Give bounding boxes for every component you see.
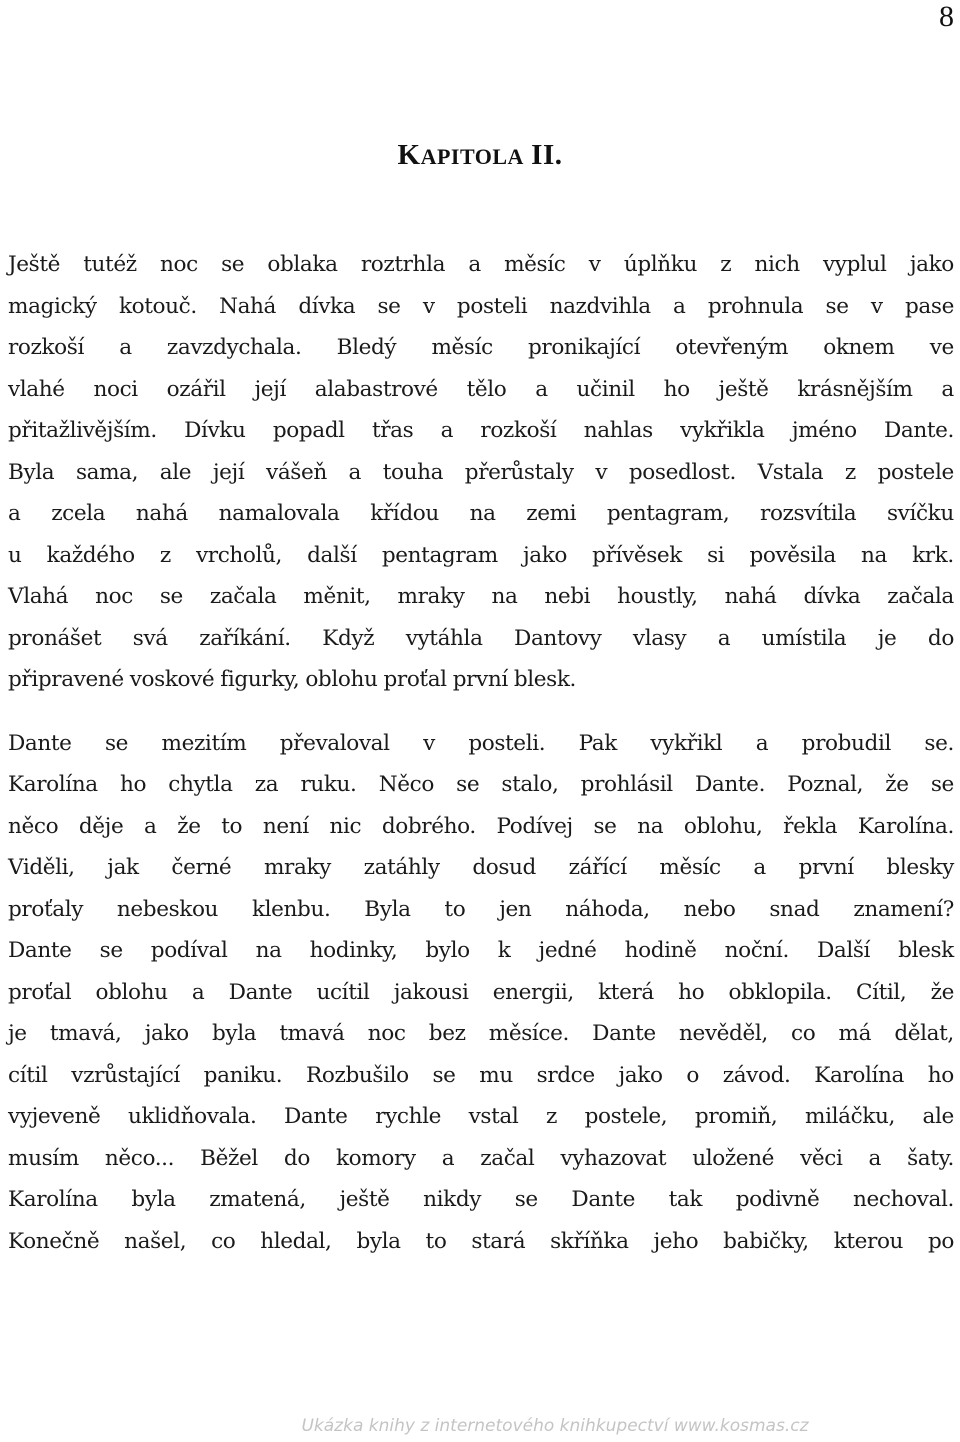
chapter-title-smallcaps: APITOLA xyxy=(420,144,524,169)
text-line: vyjeveně uklidňovala. Dante rychle vstal z postele, promiň, miláčku, ale xyxy=(8,1104,954,1129)
text-line: něco děje a že to není nic dobrého. Podívej se na oblohu, řekla Karolína. xyxy=(8,813,954,839)
chapter-title-number: II. xyxy=(531,139,563,171)
text-line: přitažlivějším. Dívku popadl třas a rozkoší nahlas vykřikla jméno Dante. xyxy=(8,418,954,443)
text-line: Viděli, jak černé mraky zatáhly dosud zářící měsíc a první blesky xyxy=(8,855,954,880)
text-line: cítil vzrůstající paniku. Rozbušilo se mu srdce jako o závod. Karolína ho xyxy=(8,1062,954,1088)
footer-watermark: Ukázka knihy z internetového knihkupectví www.kosmas.cz xyxy=(301,1416,809,1436)
text-line: je tmavá, jako byla tmavá noc bez měsíce. Dante nevěděl, co má dělat, xyxy=(8,1021,954,1046)
text-line: pronášet svá zaříkání. Když vytáhla Dantovy vlasy a umístila je do xyxy=(8,625,954,651)
text-line: vlahé noci ozářil její alabastrové tělo a učinil ho ještě krásnějším a xyxy=(8,376,954,402)
text-line: rozkoší a zavzdychala. Bledý měsíc pronikající otevřeným oknem ve xyxy=(8,335,954,360)
paragraph-gap xyxy=(8,701,954,723)
text-line: připravené voskové figurky, oblohu proťal první blesk. xyxy=(8,667,577,692)
text-line: Karolína byla zmatená, ještě nikdy se Dante tak podivně nechoval. xyxy=(8,1187,954,1212)
text-line: proťal oblohu a Dante ucítil jakousi energii, která ho obklopila. Cítil, že xyxy=(8,979,954,1005)
page-number: 8 xyxy=(939,0,954,33)
text-line: Vlahá noc se začala měnit, mraky na nebi houstly, nahá dívka začala xyxy=(8,584,954,609)
chapter-title-initial: K xyxy=(397,139,421,171)
text-line: a zcela nahá namalovala křídou na zemi pentagram, rozsvítila svíčku xyxy=(8,501,954,526)
paragraph xyxy=(8,244,954,701)
text-line: u každého z vrcholů, další pentagram jako přívěsek si pověsila na krk. xyxy=(8,542,954,568)
text-line: musím něco... Běžel do komory a začal vyhazovat uložené věci a šaty. xyxy=(8,1145,954,1171)
text-line: Dante se podíval na hodinky, bylo k jedné hodině noční. Další blesk xyxy=(8,938,954,963)
text-line: Ještě tutéž noc se oblaka roztrhla a měsíc v úplňku z nich vyplul jako xyxy=(8,252,954,277)
text-line: Konečně našel, co hledal, byla to stará skříňka jeho babičky, kterou po xyxy=(8,1228,954,1254)
text-line: Byla sama, ale její vášeň a touha přerůstaly v posedlost. Vstala z postele xyxy=(8,459,954,485)
paragraph xyxy=(8,723,954,1263)
text-line: Dante se mezitím převaloval v posteli. Pak vykřikl a probudil se. xyxy=(8,730,954,756)
text-body xyxy=(8,244,954,1262)
text-line: Karolína ho chytla za ruku. Něco se stalo, prohlásil Dante. Poznal, že se xyxy=(8,772,954,797)
text-line: proťaly nebeskou klenbu. Byla to jen náhoda, nebo snad znamení? xyxy=(8,896,954,922)
chapter-title xyxy=(0,138,960,174)
text-line: magický kotouč. Nahá dívka se v posteli nazdvihla a prohnula se v pase xyxy=(8,293,954,319)
